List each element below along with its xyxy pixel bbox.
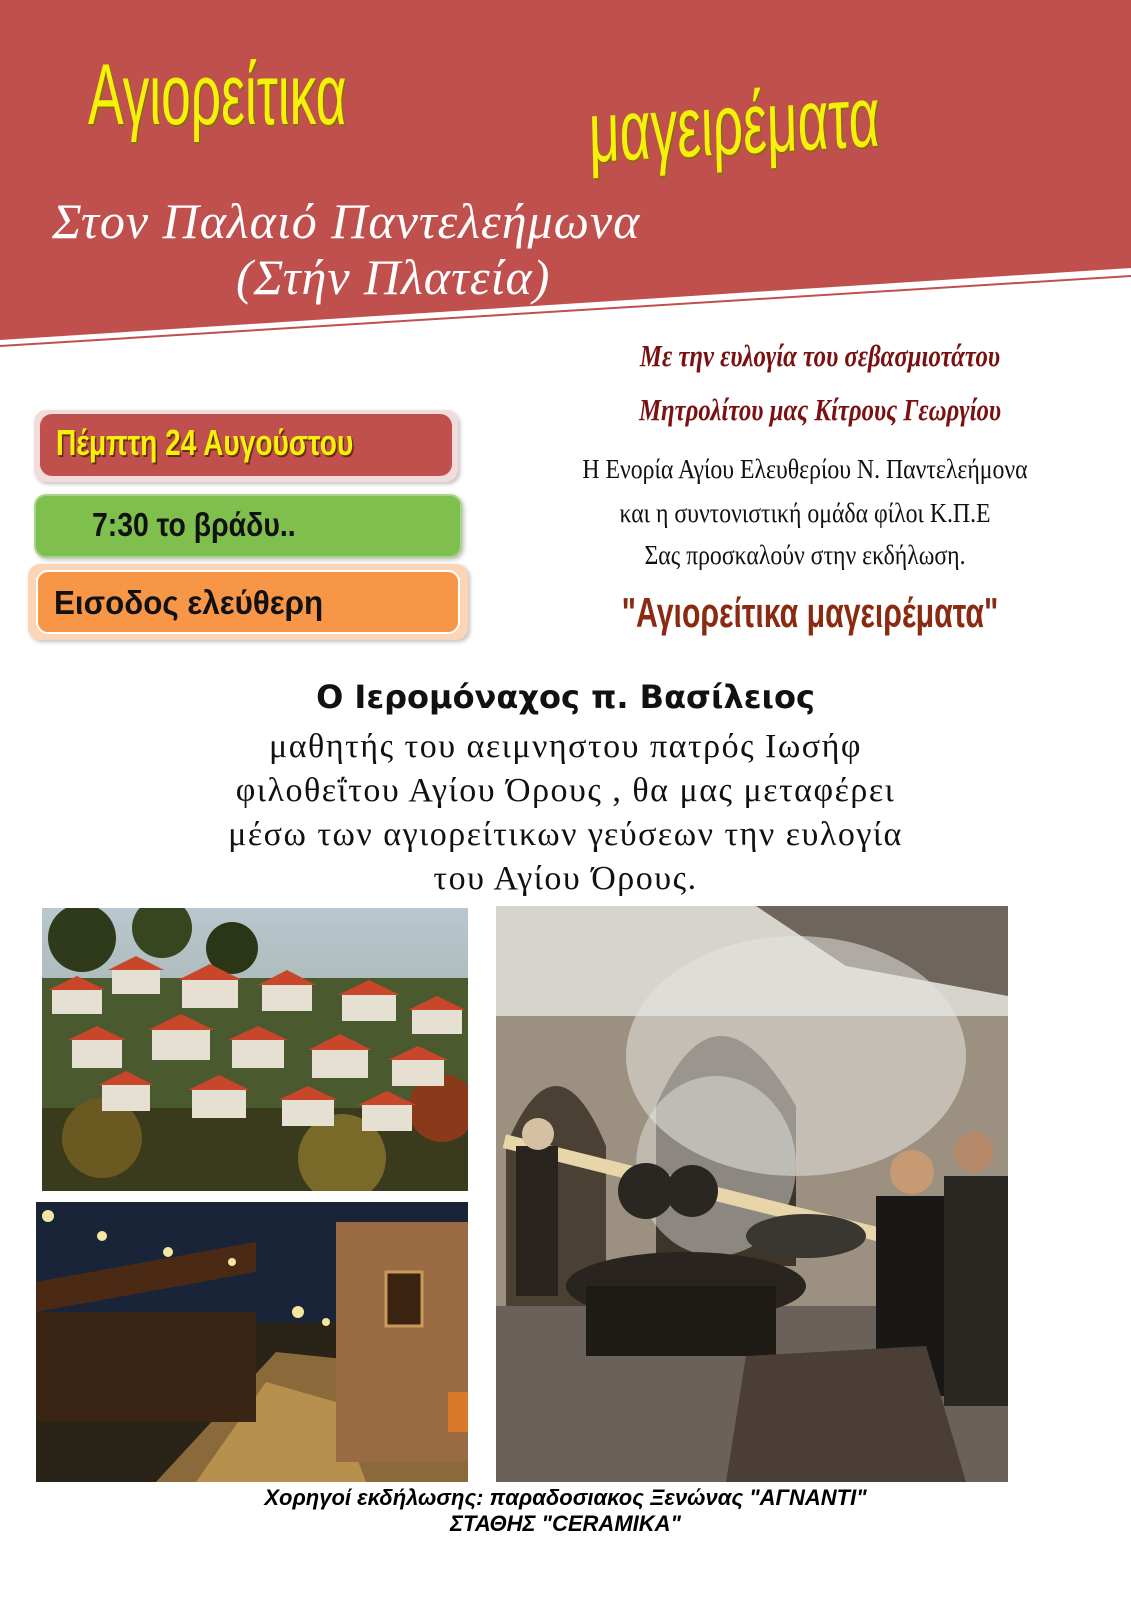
speaker-desc-line-4: του Αγίου Όρους. [433,860,698,897]
time-text: 7:30 το βράδυ.. [92,506,296,543]
speaker-desc-line-1: μαθητής του αειμνηστου πατρός Ιωσήφ [269,728,862,765]
title-word-1: Αγιορείτικα [88,47,347,143]
title-word-2: μαγειρέματα [587,68,881,181]
night-street-photo [36,1202,468,1482]
monks-cooking-photo [496,906,1008,1482]
speaker-desc-line-2: φιλοθεΐτου Αγίου Όρους , θα μας μεταφέρει [235,772,896,809]
invitation-line-2: και η συντονιστική ομάδα φίλοι Κ.Π.Ε [619,498,991,528]
location-line: Στον Παλαιό Παντελεήμωνα [52,193,641,249]
date-text: Πέμπτη 24 Αυγούστου [56,422,354,463]
entry-text: Εισοδος ελεύθερη [54,584,324,621]
location-detail: (Στήν Πλατεία) [236,249,551,305]
blessing-line-1: Με την ευλογία του σεβασμιοτάτου [639,338,1001,373]
sponsors-line-2: ΣΤΑΘΗΣ "CERAMIKA" [450,1511,681,1536]
speaker-desc-line-3: μέσω των αγιορείτικων γεύσεων την ευλογία [228,816,903,853]
sponsors-line-1: Χορηγοί εκδήλωσης: παραδοσιακος Ξενώνας "ΑΓΝΑΝΤΙ" [264,1485,867,1510]
speaker-name: Ο Ιερομόναχος π. Βασίλειος [316,678,815,716]
village-photo [42,908,468,1191]
blessing-line-2: Μητρολίτου μας Κίτρους Γεωργίου [638,392,1002,427]
invitation-line-3: Σας προσκαλούν στην εκδήλωση. [644,540,966,570]
event-name: "Αγιορείτικα μαγειρέματα" [621,589,999,636]
invitation-line-1: Η Ενορία Αγίου Ελευθερίου Ν. Παντελεήμονα [582,454,1028,484]
